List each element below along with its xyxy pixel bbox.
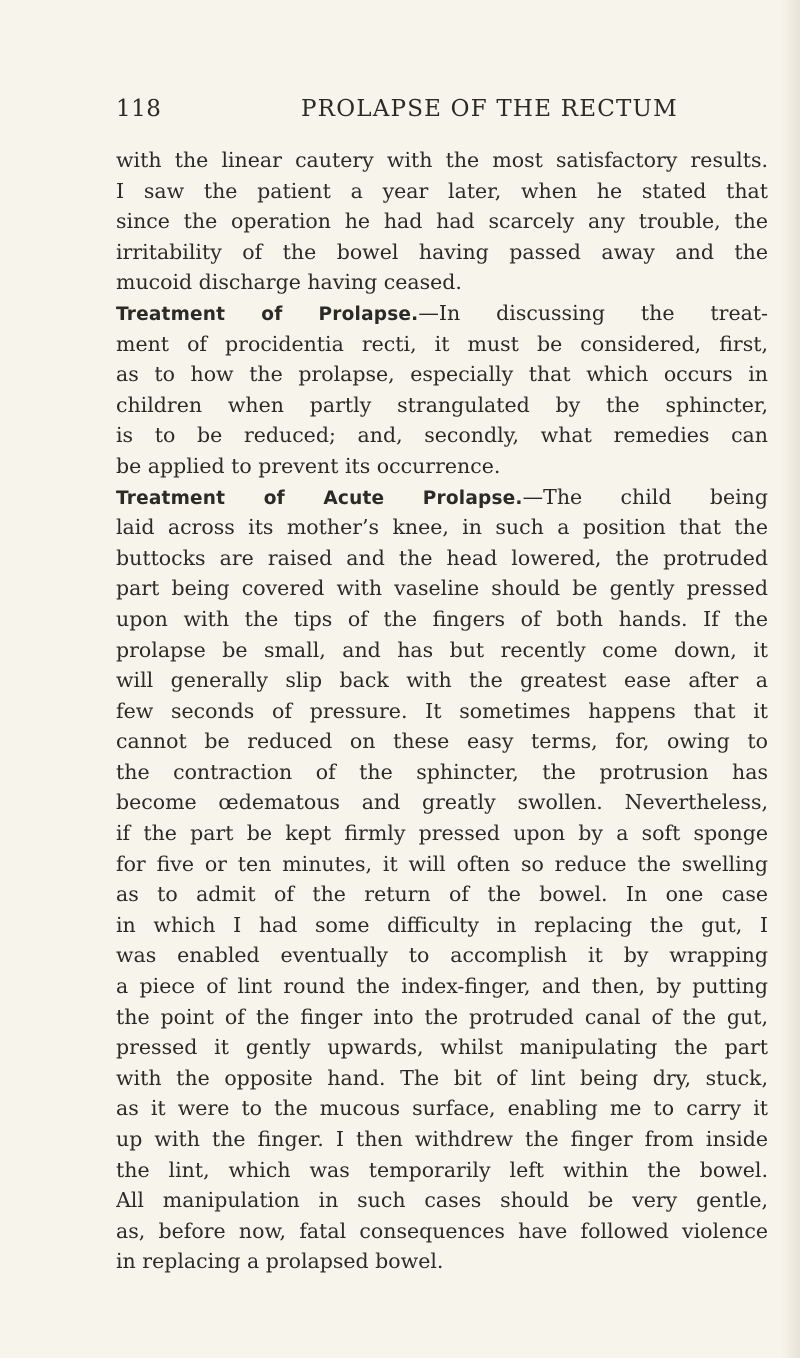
text-line: as it were to the mucous surface, enabling me to carry it xyxy=(116,1096,768,1121)
section-heading-line xyxy=(116,298,768,329)
text-line: pressed it gently upwards, whilst manipulating the part xyxy=(116,1035,768,1060)
text-line: children when partly strangulated by the sphincter, xyxy=(116,392,768,417)
section-heading: Treatment of Prolapse. xyxy=(116,303,419,325)
heading-line-rest: —In discussing the treat- xyxy=(418,300,768,325)
text-line: I saw the patient a year later, when he stated that xyxy=(116,178,768,203)
text-line: a piece of lint round the index-finger, and then, by putting xyxy=(116,974,768,999)
text-line: will generally slip back with the greatest ease after a xyxy=(116,668,768,693)
text-line: few seconds of pressure. It sometimes happens that it xyxy=(116,698,768,723)
text-line: with the linear cautery with the most satisfactory results. xyxy=(116,148,768,172)
text-line: as to admit of the return of the bowel. In one case xyxy=(116,882,768,907)
text-line: if the part be kept firmly pressed upon by a soft sponge xyxy=(116,821,768,846)
text-line: as to how the prolapse, especially that which occurs in xyxy=(116,362,768,387)
heading-line-rest: —The child being xyxy=(522,484,768,509)
text-line: is to be reduced; and, secondly, what remedies can xyxy=(116,423,768,448)
text-line: as, before now, fatal consequences have followed violence xyxy=(116,1218,768,1243)
text-line: laid across its mother’s knee, in such a position that the xyxy=(116,515,768,540)
body-text xyxy=(116,145,768,1277)
text-line: mucoid discharge having ceased. xyxy=(116,270,462,295)
section-heading-line xyxy=(116,482,768,513)
text-line: buttocks are raised and the head lowered, the protruded xyxy=(116,545,768,570)
text-line: cannot be reduced on these easy terms, for, owing to xyxy=(116,729,768,754)
text-line: become œdematous and greatly swollen. Nevertheless, xyxy=(116,790,768,815)
section-heading: Treatment of Acute Prolapse. xyxy=(116,487,523,509)
text-line: the point of the finger into the protruded canal of the gut, xyxy=(116,1004,768,1029)
page-header xyxy=(116,96,716,126)
page-edge-shadow xyxy=(782,0,800,1358)
text-line: with the opposite hand. The bit of lint being dry, stuck, xyxy=(116,1065,768,1090)
text-line: in which I had some difficulty in replacing the gut, I xyxy=(116,912,768,937)
text-line: the contraction of the sphincter, the protrusion has xyxy=(116,759,768,784)
text-line: the lint, which was temporarily left within the bowel. xyxy=(116,1157,768,1182)
text-line: All manipulation in such cases should be very gentle, xyxy=(116,1188,768,1213)
text-line: for five or ten minutes, it will often so reduce the swelling xyxy=(116,851,768,876)
text-line: in replacing a prolapsed bowel. xyxy=(116,1249,444,1274)
text-line: part being covered with vaseline should be gently pressed xyxy=(116,576,768,601)
page-number: 118 xyxy=(116,96,162,122)
text-line: was enabled eventually to accomplish it by wrapping xyxy=(116,943,768,968)
text-line: irritability of the bowel having passed away and the xyxy=(116,239,768,264)
text-line: prolapse be small, and has but recently come down, it xyxy=(116,637,768,662)
text-line: be applied to prevent its occurrence. xyxy=(116,453,501,478)
running-head: PROLAPSE OF THE RECTUM xyxy=(301,96,678,122)
text-line: upon with the tips of the fingers of both hands. If the xyxy=(116,606,768,631)
text-line: since the operation he had had scarcely any trouble, the xyxy=(116,209,768,234)
text-line: up with the finger. I then withdrew the finger from inside xyxy=(116,1127,768,1151)
text-line: ment of procidentia recti, it must be considered, first, xyxy=(116,331,768,356)
